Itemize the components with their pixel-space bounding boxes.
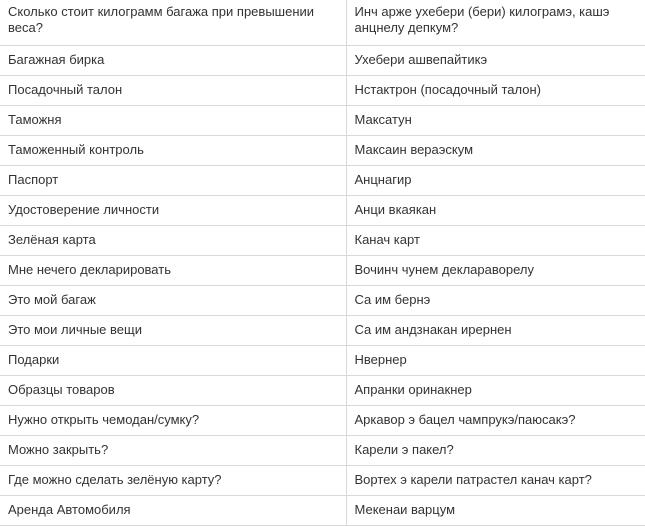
- russian-phrase: Где можно сделать зелёную карту?: [0, 466, 346, 496]
- russian-phrase: Таможня: [0, 106, 346, 136]
- russian-phrase: Аренда Автомобиля: [0, 496, 346, 526]
- table-row: [0, 286, 645, 316]
- armenian-phrase: Аркавор э бацел чампрукэ/паюсакэ?: [346, 406, 645, 436]
- table-row: [0, 346, 645, 376]
- russian-phrase: Паспорт: [0, 166, 346, 196]
- armenian-phrase: Канач карт: [346, 226, 645, 256]
- table-row: [0, 46, 645, 76]
- russian-phrase: Зелёная карта: [0, 226, 346, 256]
- armenian-phrase: Вортех э карели патрастел канач карт?: [346, 466, 645, 496]
- armenian-phrase: Анци вкаякан: [346, 196, 645, 226]
- armenian-phrase: Максатун: [346, 106, 645, 136]
- russian-phrase: Мне нечего декларировать: [0, 256, 346, 286]
- table-row: [0, 376, 645, 406]
- russian-phrase: Образцы товаров: [0, 376, 346, 406]
- table-row: [0, 226, 645, 256]
- armenian-phrase: Анцнагир: [346, 166, 645, 196]
- table-row: [0, 316, 645, 346]
- russian-phrase: Это мой багаж: [0, 286, 346, 316]
- armenian-phrase: Вочинч чунем деклараворелу: [346, 256, 645, 286]
- armenian-phrase: Са им бернэ: [346, 286, 645, 316]
- russian-phrase: Это мои личные вещи: [0, 316, 346, 346]
- table-row: [0, 466, 645, 496]
- russian-phrase: Подарки: [0, 346, 346, 376]
- table-row: [0, 76, 645, 106]
- russian-phrase: Нужно открыть чемодан/сумку?: [0, 406, 346, 436]
- armenian-phrase: Максаин вераэскум: [346, 136, 645, 166]
- table-row: [0, 436, 645, 466]
- table-row: [0, 256, 645, 286]
- table-row: [0, 496, 645, 526]
- table-row: [0, 0, 645, 46]
- table-row: [0, 406, 645, 436]
- armenian-phrase: Са им андзнакан ирернен: [346, 316, 645, 346]
- russian-phrase: Можно закрыть?: [0, 436, 346, 466]
- armenian-phrase: Ухебери ашвепайтикэ: [346, 46, 645, 76]
- russian-phrase: Удостоверение личности: [0, 196, 346, 226]
- table-row: [0, 136, 645, 166]
- table-row: [0, 106, 645, 136]
- armenian-phrase: Апранки оринакнер: [346, 376, 645, 406]
- armenian-phrase: Нстактрон (посадочный талон): [346, 76, 645, 106]
- table-row: [0, 166, 645, 196]
- table-row: [0, 196, 645, 226]
- russian-phrase: Посадочный талон: [0, 76, 346, 106]
- armenian-phrase: Инч арже ухебери (бери) килограмэ, кашэ анцнелу депкум?: [346, 0, 645, 46]
- russian-phrase: Сколько стоит килограмм багажа при превышении веса?: [0, 0, 346, 46]
- armenian-phrase: Нвернер: [346, 346, 645, 376]
- russian-phrase: Таможенный контроль: [0, 136, 346, 166]
- armenian-phrase: Карели э пакел?: [346, 436, 645, 466]
- russian-phrase: Багажная бирка: [0, 46, 346, 76]
- armenian-phrase: Мекенаи варцум: [346, 496, 645, 526]
